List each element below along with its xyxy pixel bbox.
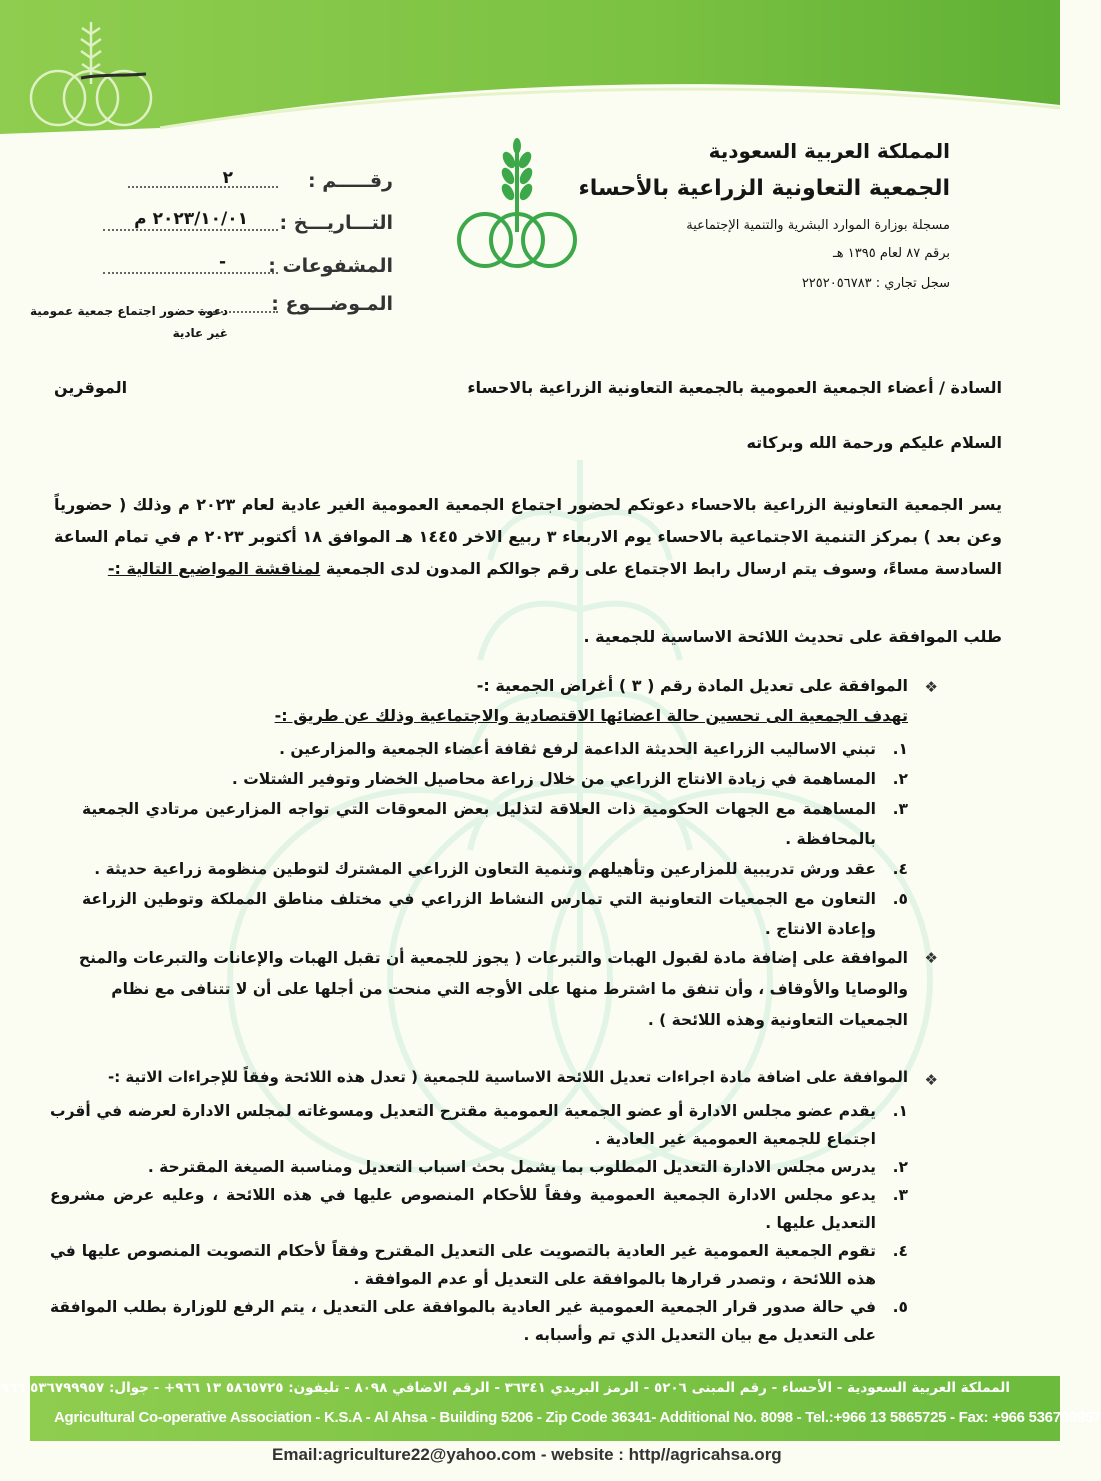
list-item: [82, 764, 908, 794]
number-label: رقـــــم :: [308, 170, 393, 192]
list-item-text: المساهمة مع الجهات الحكومية ذات العلاقة لتذليل بعض المعوقات التي تواجه المزارعين مرتادي الجمعية بالمحافظة .: [82, 800, 876, 848]
registration-ministry: مسجلة بوزارة الموارد البشرية والتنمية الإجتماعية: [686, 218, 950, 233]
list-item-text: يدرس مجلس الادارة التعديل المطلوب بما يشمل بحث اسباب التعديل ومناسبة الصيغة المقترحة .: [147, 1158, 876, 1176]
section1-list: [82, 734, 908, 944]
subject-label: المـوضـــوع :: [271, 293, 393, 315]
list-item-number: ٢.: [892, 770, 908, 788]
top-logo-icon: [26, 14, 156, 134]
section2-bullet-icon: ❖: [924, 949, 938, 967]
list-item-text: في حالة صدور قرار الجمعية العمومية غير العادية بالموافقة على التعديل ، يتم الرفع للوزارة بطلب الموافقة على التعديل مع بيان التعديل الذي تم وأسبابه .: [50, 1298, 876, 1344]
list-item: [82, 884, 908, 944]
list-item-number: ٢.: [892, 1158, 908, 1176]
section3-list: [50, 1097, 908, 1349]
list-item-number: ٣.: [892, 1186, 908, 1204]
commercial-registration: سجل تجاري : ٢٢٥٢٠٥٦٧٨٣: [801, 276, 950, 291]
list-item: [50, 1097, 908, 1153]
date-dotted-line: [103, 229, 278, 231]
footer-contact: Email:agriculture22@yahoo.com - website : http//agricahsa.org: [272, 1445, 782, 1464]
attachments-value: -: [218, 252, 226, 272]
attachments-dotted-line: [103, 272, 278, 274]
section1-bullet-icon: ❖: [924, 678, 938, 696]
footer-arabic-address: المملكة العربية السعودية - الأحساء - رقم المبنى ٥٢٠٦ - الرمز البريدي ٣٦٣٤١ - الرقم الاضافي ٨٠٩٨ - تليفون: ٥٨٦٥٧٢٥ ١٣ ٩٦٦+ - جوال: ٥٣٦٧٩٩٩٥٧ ٩٦٦: [0, 1380, 1010, 1396]
date-label: التـــاريـــخ :: [279, 212, 393, 234]
attachments-label: المشفوعات :: [268, 255, 393, 277]
list-item: [50, 1237, 908, 1293]
intro-underlined-text: لمناقشة المواضيع التالية :-: [107, 559, 321, 578]
agenda-title: طلب الموافقة على تحديث اللائحة الاساسية للجمعية .: [583, 627, 1002, 646]
number-value: ٢: [222, 168, 233, 188]
list-item: [82, 794, 908, 854]
list-item-number: ٤.: [892, 860, 908, 878]
list-item-text: عقد ورش تدريبية للمزارعين وتأهيلهم وتنمية التعاون الزراعي المشترك لتوطين منظومة زراعية حديثة .: [94, 860, 876, 878]
greeting: السلام عليكم ورحمة الله وبركاته: [746, 433, 1002, 452]
list-item-text: يدعو مجلس الادارة الجمعية العمومية وفقاً للأحكام المنصوص عليها في هذه اللائحة ، وعليه عرض مشروع التعديل عليها .: [50, 1186, 876, 1232]
subject-value: دعوة حضور اجتماع جمعية عمومية غير عادية: [30, 304, 228, 340]
list-item: [50, 1293, 908, 1349]
list-item-text: تقوم الجمعية العمومية غير العادية بالتصويت على التعديل المقترح وفقاً لأحكام التصويت المنصوص عليها في هذه اللائحة ، وتصدر قرارها بالموافقة على التعديل أو عدم الموافقة .: [50, 1242, 876, 1288]
section1-subtitle: تهدف الجمعية الى تحسين حالة اعضائها الاقتصادية والاجتماعية وذلك عن طريق :-: [274, 706, 908, 725]
section2-paragraph: الموافقة على إضافة مادة لقبول الهبات والتبرعات ( يجوز للجمعية أن تقبل الهبات والإعانات والتبرعات والمنح والوصايا والأوقاف ، وأن تنفق ما اشترط منها على الأوجه التي منحت من أجلها على أن لا تتنافى مع نظام الجمعيات التعاونية وهذه اللائحة ) .: [78, 949, 908, 1029]
section3-title: الموافقة على اضافة مادة اجراءات تعديل اللائحة الاساسية للجمعية ( تعدل هذه اللائحة وفقاً للإجراءات الاتية :-: [107, 1068, 908, 1086]
list-item: [82, 854, 908, 884]
list-item-text: تبني الاساليب الزراعية الحديثة الداعمة لرفع ثقافة أعضاء الجمعية والمزارعين .: [279, 740, 876, 758]
list-item-number: ٤.: [892, 1242, 908, 1260]
list-item-number: ٥.: [892, 1298, 908, 1316]
header-green-band: [0, 0, 1088, 135]
footer-english-address: Agricultural Co-operative Association - K.S.A - Al Ahsa - Building 5206 - Zip Code 36341- Additional No. 8098 - Tel.:+966 13 5865725 - Fax: +966 536799957: [54, 1409, 1101, 1426]
intro-text: يسر الجمعية التعاونية الزراعية بالاحساء دعوتكم لحضور اجتماع الجمعية العمومية الغير عادية لعام ٢٠٢٣ م وذلك ( حضورياً وعن بعد ) بمركز التنمية الاجتماعية بالاحساء يوم الاربعاء ٣ ربيع الاخر ١٤٤٥ هـ الموافق ١٨ أكتوبر ٢٠٢٣ م في تمام الساعة السادسة مساءً، وسوف يتم ارسال رابط الاجتماع على رقم جوالكم المدون لدى الجمعية: [54, 495, 1003, 578]
section1-title: الموافقة على تعديل المادة رقم ( ٣ ) أغراض الجمعية :-: [476, 676, 908, 695]
number-dotted-line: [128, 186, 278, 188]
recipient-line: السادة / أعضاء الجمعية العمومية بالجمعية التعاونية الزراعية بالاحساء: [467, 378, 1002, 397]
list-item-number: ١.: [892, 740, 908, 758]
registration-number: برقم ٨٧ لعام ١٣٩٥ هـ: [832, 246, 950, 261]
section3-bullet-icon: ❖: [924, 1071, 938, 1089]
list-item-number: ١.: [892, 1102, 908, 1120]
list-item: [50, 1153, 908, 1181]
honorific: الموقرين: [54, 378, 128, 397]
intro-paragraph: [54, 489, 1002, 585]
date-value: ٢٠٢٣/١٠/٠١ م: [134, 209, 248, 229]
list-item-number: ٥.: [892, 890, 908, 908]
list-item-text: المساهمة في زيادة الانتاج الزراعي من خلال زراعة محاصيل الخضار وتوفير الشتلات .: [231, 770, 876, 788]
list-item-text: التعاون مع الجمعيات التعاونية التي تمارس النشاط الزراعي في مختلف مناطق المملكة وتوطين الزراعة وإعادة الانتاج .: [82, 890, 876, 938]
list-item: [50, 1181, 908, 1237]
list-item: [82, 734, 908, 764]
list-item-number: ٣.: [892, 800, 908, 818]
association-logo-icon: [455, 140, 580, 280]
list-item-text: يقدم عضو مجلس الادارة أو عضو الجمعية العمومية مقترح التعديل ومسوغاته لمجلس الادارة لعرضه في أقرب اجتماع للجمعية العمومية غير العادية .: [50, 1102, 876, 1148]
country-name: المملكة العربية السعودية: [708, 139, 950, 163]
organization-name: الجمعية التعاونية الزراعية بالأحساء: [578, 176, 950, 201]
